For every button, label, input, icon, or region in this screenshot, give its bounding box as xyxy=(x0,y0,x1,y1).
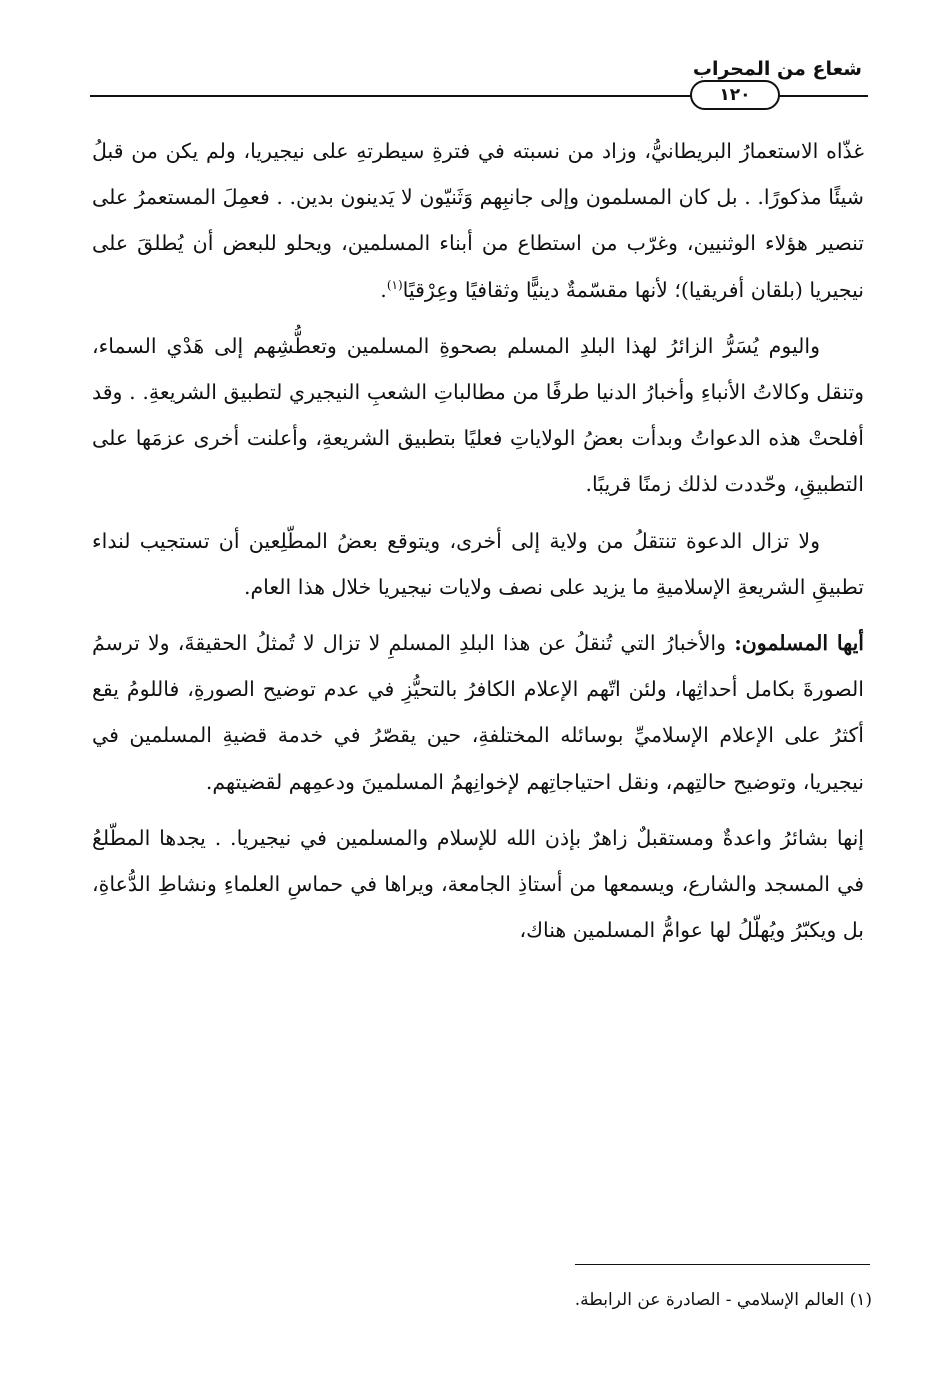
paragraph-text: والأخبارُ التي تُنقلُ عن هذا البلدِ المسلمِ لا تزال لا تُمثلُ الحقيقةَ، ولا ترسمُ الصورةَ بكامل أحداثِها، ولئن اتّهم الإعلام الكافرُ بالتحيُّزِ في عدم توضيح الصورةِ، فاللومُ يقع أكثرُ على الإعلام الإسلاميِّ بوسائله المختلفةِ، حين يقصّرُ في خدمة قضيةِ المسلمين في نيجيريا، وتوضيح حالتِهم، ونقل احتياجاتِهم لإخوانِهمُ المسلمينَ ودعمِهم لقضيتهم. xyxy=(92,631,864,794)
paragraph-text: غذّاه الاستعمارُ البريطانيُّ، وزاد من نسبته في فترةِ سيطرتهِ على نيجيريا، ولم يكن من قبلُ شيئًا مذكورًا. . بل كان المسلمون وإلى جانبِهم وَثَنيّون لا يَدينون بدين. . فعمِلَ المستعمرُ على تنصير هؤلاء الوثنيين، وغرّب من استطاع من أبناء المسلمين، ويحلو للبعض أن يُطلقَ على نيجيريا (بلقان أفريقيا)؛ لأنها مقسّمةٌ دينيًّا وثقافيًا وعِرْقيًا xyxy=(92,139,864,302)
paragraph-text: واليوم يُسَرُّ الزائرُ لهذا البلدِ المسلم بصحوةِ المسلمين وتعطُّشِهم إلى هَدْي السماء، وتنقل وكالاتُ الأنباءِ وأخبارُ الدنيا طرفًا من مطالباتِ الشعبِ النيجيري لتطبيق الشريعةِ. . وقد أفلحتْ هذه الدعواتُ وبدأت بعضُ الولاياتِ فعليًا بتطبيق الشريعةِ، وأعلنت أخرى عزمَها على التطبيقِ، وحّددت لذلك زمنًا قريبًا. xyxy=(92,333,864,497)
paragraph-lead: أيها المسلمون: xyxy=(734,631,864,656)
paragraph-5 xyxy=(92,815,864,954)
footnote-reference: (١) xyxy=(386,277,403,292)
paragraph-text: إنها بشائرُ واعدةٌ ومستقبلٌ زاهرٌ بإذن الله للإسلام والمسلمين في نيجيريا. . يجدها المطّلعُ في المسجد والشارع، ويسمعها من أستاذِ الجامعة، ويراها في حماسِ العلماءِ ونشاطِ الدُّعاةِ، بل ويكبّرُ ويُهلّلُ لها عوامُّ المسلمين هناك، xyxy=(92,825,864,943)
page-number-badge: ١٢٠ xyxy=(690,80,780,110)
footnote-rule xyxy=(575,1264,870,1265)
paragraph-text: ولا تزال الدعوة تنتقلُ من ولاية إلى أخرى، ويتوقع بعضُ المطّلِعين أن تستجيب لنداء تطبيقِ الشريعةِ الإسلاميةِ ما يزيد على نصف ولايات نيجيريا خلال هذا العام. xyxy=(92,528,864,599)
paragraph-1 xyxy=(92,128,864,313)
paragraph-tail: . xyxy=(380,277,387,302)
footnote: (١) العالم الإسلامي - الصادرة عن الرابطة. xyxy=(574,1290,872,1310)
body-text xyxy=(92,128,864,963)
paragraph-4 xyxy=(92,620,864,805)
paragraph-2 xyxy=(92,323,864,508)
running-title: شعاع من المحراب xyxy=(692,58,862,80)
paragraph-3 xyxy=(92,518,864,610)
